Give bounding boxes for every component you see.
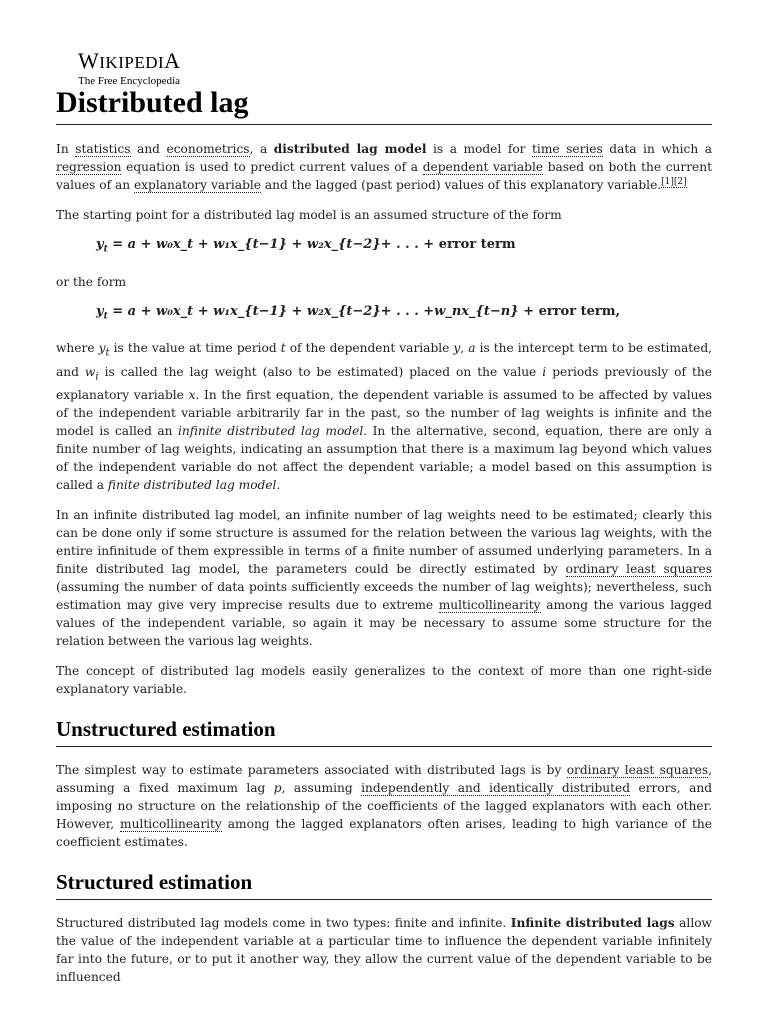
link-econometrics[interactable]: econometrics: [166, 142, 250, 156]
page-title: Distributed lag: [56, 84, 712, 125]
section-heading-unstructured: Unstructured estimation: [56, 716, 712, 747]
article-body: [56, 140, 712, 998]
wikipedia-logo[interactable]: [78, 50, 181, 87]
link-explanatory-variable[interactable]: explanatory variable: [133, 178, 261, 192]
bold-term: distributed lag model: [273, 142, 427, 156]
paragraph: or the form: [56, 274, 127, 289]
link-dependent-variable[interactable]: dependent variable: [422, 160, 544, 174]
ref-1[interactable]: [1]: [661, 176, 674, 187]
bold-term: Infinite distributed lags: [510, 916, 675, 931]
link-ordinary-least-squares[interactable]: ordinary least squares: [566, 763, 709, 778]
link-iid[interactable]: independently and identically distributed: [361, 781, 631, 796]
link-statistics[interactable]: statistics: [75, 142, 131, 156]
intro-paragraph: In statistics and econometrics, a distributed lag model is a model for time series data in which a regression equation is used to predict current values of a dependent variable based on both the current values of an explanatory variable and the lagged (past period) values of this explanatory variable.[1][2]: [56, 142, 712, 192]
link-multicollinearity[interactable]: multicollinearity: [438, 598, 541, 613]
link-multicollinearity[interactable]: multicollinearity: [120, 817, 222, 832]
paragraph: The simplest way to estimate parameters associated with distributed lags is by ordinary least squares, assuming a fixed maximum lag p, assuming independently and identically distributed errors, and imposing no structure on the relationship of the coefficients of the lagged explanators with each other. However, multicollinearity among the lagged explanators often arises, leading to high variance of the coefficient estimates.: [56, 763, 713, 850]
section-heading-structured: Structured estimation: [56, 869, 712, 900]
logo-tagline: The Free Encyclopedia: [78, 75, 181, 87]
paragraph: The concept of distributed lag models easily generalizes to the context of more than one right-side explanatory variable.: [56, 664, 712, 697]
paragraph: In an infinite distributed lag model, an infinite number of lag weights need to be estimated; clearly this can be done only if some structure is assumed for the relation between the various lag weights, with the entire infinitude of them expressible in terms of a finite number of assumed underlying parameters. In a finite distributed lag model, the parameters could be directly estimated by ordinary least squares (assuming the number of data points sufficiently exceeds the number of lag weights); nevertheless, such estimation may give very imprecise results due to extreme multicollinearity among the various lagged values of the independent variable, so again it may be necessary to assume some structure for the relation between the various lag weights.: [56, 508, 713, 649]
ref-2[interactable]: [2]: [673, 176, 687, 187]
equation-finite: $y_t = a$ + w₀x_t + w₁x_{t−1} + w₂x_{t−2}+ . . . +w_nx_{t−n} + error term,: [96, 303, 620, 322]
paragraph: Structured distributed lag models come in two types: finite and infinite. Infinite distributed lags allow the value of the independent variable at a particular time to influence the dependent variable infinitely far into the future, or to put it another way, they allow the current value of the dependent variable to be influenced: [56, 916, 712, 985]
link-ordinary-least-squares[interactable]: ordinary least squares: [565, 562, 713, 577]
paragraph: The starting point for a distributed lag model is an assumed structure of the form: [56, 208, 562, 222]
link-time-series[interactable]: time series: [532, 142, 603, 156]
logo-wordmark: WIKIPEDIA: [78, 48, 181, 73]
link-regression[interactable]: regression: [56, 160, 122, 174]
paragraph: where $y_t$ is the value at time period t of the dependent variable y, a is the intercept term to be estimated, and $w_i$ is called the lag weight (also to be estimated) placed on the value i periods previously of the explanatory variable x. In the first equation, the dependent variable is assumed to be affected by values of the independent variable arbitrarily far in the past, so the number of lag weights is infinite and the model is called an infinite distributed lag model. In the alternative, second, equation, there are only a finite number of lag weights, indicating an assumption that there is a maximum lag beyond which values of the independent variable do not affect the dependent variable; a model based on this assumption is called a finite distributed lag model.: [56, 341, 713, 493]
equation-infinite: $y_t = a$ + w₀x_t + w₁x_{t−1} + w₂x_{t−2}+ . . . + error term: [96, 237, 516, 255]
